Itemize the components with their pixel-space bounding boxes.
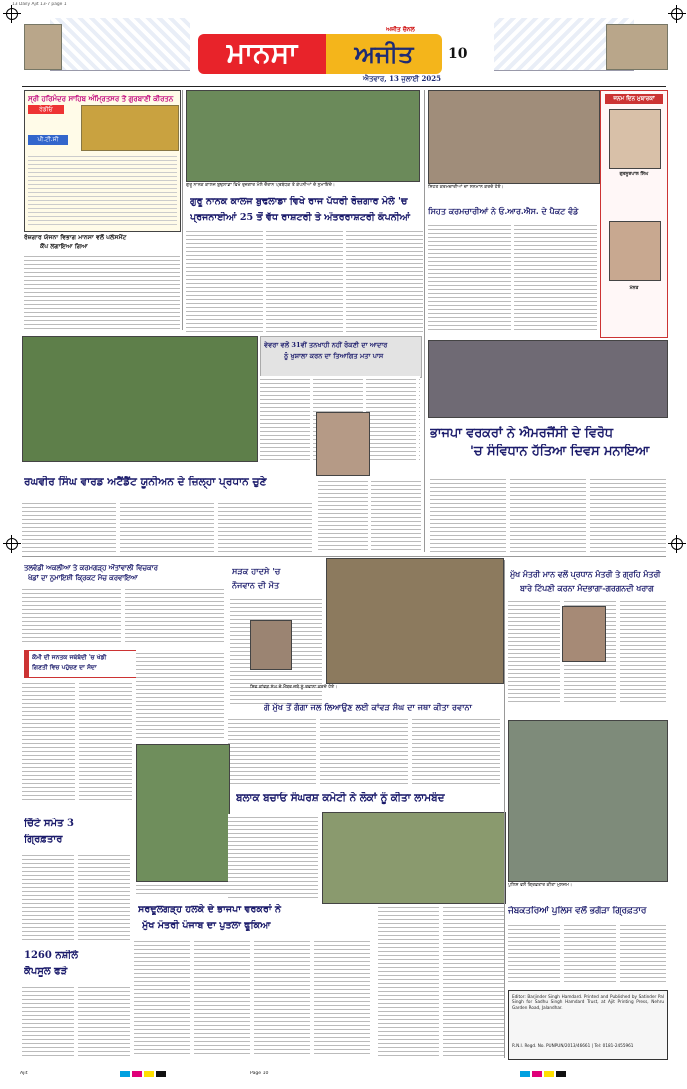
black-swatch [156, 1071, 166, 1077]
accident-headline-2: ਨੌਜਵਾਨ ਦੀ ਮੌਤ [232, 580, 280, 590]
masthead-tag: ਅਜੀਤ ਚੈਨਲ [386, 26, 415, 33]
masthead-left-box [198, 34, 326, 74]
health-body [428, 222, 598, 332]
bjp-headline-2: 'ਚ ਸੰਵਿਧਾਨ ਹੱਤਿਆ ਦਿਵਸ ਮਨਾਇਆ [470, 444, 650, 459]
golden-temple-image [81, 105, 179, 151]
portrait-photo [316, 412, 370, 476]
effigy-body [134, 938, 374, 1056]
registration-mark-icon [6, 8, 18, 20]
imprint-line-1: Editor: Barjinder Singh Hamdard. Printed and Published by Satinder Pal Singh for Sadhu Singh Hamdard Trust, at Ajit Printing Press, Nehru Garden Road, Jalandhar. [512, 994, 664, 1010]
cyan-swatch [520, 1071, 530, 1077]
kanwar-body [228, 716, 504, 786]
health-caption: ਸਿਹਤ ਕਰਮਚਾਰੀਆਂ ਦਾ ਸਨਮਾਨ ਕਰਦੇ ਹੋਏ। [428, 185, 504, 190]
ad-tag-radio: ਰੇਡੀਓ [28, 105, 64, 114]
capsules-headline-1: 1260 ਨਸ਼ੀਲੇ [24, 950, 78, 961]
farmers-body [228, 814, 318, 898]
college-headline-2: ਪ੍ਰਜਨਾਈਆਂ 25 ਤੋਂ ਵੱਧ ਰਾਸ਼ਟਰੀ ਤੇ ਅੰਤਰਰਾਸ਼ਟਰੀ ਕੰਪਨੀਆਂ [190, 212, 411, 223]
column-rule [182, 90, 183, 330]
registration-mark-icon [6, 538, 18, 550]
yellow-swatch [544, 1071, 554, 1077]
protest-photo [428, 340, 668, 418]
color-calibration-bar [20, 1068, 668, 1080]
cm-headline-1: ਮੁੱਖ ਮੰਤਰੀ ਮਾਨ ਵਲੋਂ ਪ੍ਰਧਾਨ ਮੰਤਰੀ ਤੇ ਗ੍ਰਹਿ ਮੰਤਰੀ [510, 570, 661, 579]
effigy-caption-lines [136, 882, 228, 894]
magenta-swatch [132, 1071, 142, 1077]
police-headline: ਜੇਬਕਤਰਿਆਂ ਪੁਲਿਸ ਵਲੋਂ ਭਗੌੜਾ ਗ੍ਰਿਫ਼ਤਾਰ [508, 906, 647, 916]
sports-headline-2: ਖੇਡਾਂ ਦਾ ਨੁਮਾਇਸ਼ੀ ਕ੍ਰਿਕਟ ਮੈਚ ਕਰਵਾਇਆ [28, 574, 138, 582]
masthead-left-title: ਮਾਨਸਾ [226, 36, 298, 69]
accident-headline-1: ਸੜਕ ਹਾਦਸੇ 'ਚ [232, 566, 281, 576]
magenta-swatch [532, 1071, 542, 1077]
child-photo-1 [609, 109, 661, 169]
police-caption: ਪੁਲਿਸ ਵਲੋਂ ਗ੍ਰਿਫ਼ਤਾਰ ਕੀਤਾ ਮੁਲਜ਼ਮ। [508, 883, 573, 888]
college-caption: ਗੁਰੂ ਨਾਨਕ ਕਾਲਜ ਬੁਢਲਾਡਾ ਵਿਖੇ ਰੁਜ਼ਗਾਰ ਮੇਲੇ ਦੌਰਾਨ ਪ੍ਰਬੰਧਕ ਤੇ ਕੰਪਨੀਆਂ ਦੇ ਨੁਮਾਇੰਦੇ। [186, 183, 335, 188]
cm-story-portrait [562, 606, 606, 662]
sports-body-cont [136, 650, 224, 740]
monument-image-right [606, 24, 668, 70]
arrest-body [22, 852, 130, 942]
cm-headline-2: ਬਾਰੇ ਟਿੱਪਣੀ ਕਰਨਾ ਮੰਦਭਾਗਾ-ਗਰਗਨਦੀ ਖਰਾਗ [520, 584, 654, 593]
imprint-box [508, 990, 668, 1060]
bjp-body [430, 476, 666, 552]
rally-headline-2: ਨੂੰ ਖੁਸ਼ਾਲਾ ਕਰਨ ਦਾ ਤਿਆਗਿਤ ਮਤਾ ਪਾਸ [284, 352, 384, 360]
sports-body [22, 586, 224, 644]
college-body [186, 228, 426, 332]
effigy-headline-1: ਸਰਦੂਲਗੜ੍ਹ ਹਲਕੇ ਦੇ ਭਾਜਪਾ ਵਰਕਰਾਂ ਨੇ [138, 904, 281, 915]
story-left-top-headline-1: ਰੋਜ਼ਗਾਰ ਯੋਜਨਾ ਵਿਭਾਗ ਮਾਨਸਾ ਵਲੋਂ ਪਲੇਸਮੈਂਟ [24, 234, 127, 241]
yellow-swatch [144, 1071, 154, 1077]
column-rule [424, 90, 425, 552]
ad-tag-ptc: ਪੀ.ਟੀ.ਸੀ [28, 135, 68, 145]
masthead-rule [22, 86, 666, 87]
birthday-title: ਜਨਮ ਦਿਨ ਮੁਬਾਰਕਾਂ [605, 94, 663, 104]
union-headline: ਰਘਵੀਰ ਸਿੰਘ ਵਾਰਡ ਅਟੈਂਡੈਂਟ ਯੂਨੀਅਨ ਦੇ ਜ਼ਿਲ੍ਹਾ ਪ੍ਰਧਾਨ ਚੁਣੇ [24, 476, 267, 488]
rally-body-cont [318, 478, 422, 552]
masthead-date: ਐਤਵਾਰ, 13 ਜੁਲਾਈ 2025 [363, 74, 441, 83]
ad-gurdwara-title: ਸ੍ਰੀ ਹਰਿਮੰਦਰ ਸਾਹਿਬ ਅੰਮ੍ਰਿਤਸਰ ਤੋਂ ਗੁਰਬਾਣੀ ਕੀਰਤਨ [28, 94, 174, 103]
masthead-right-box [326, 34, 442, 74]
print-slug: 13 Daily Ajit 13-7 page 1 [12, 2, 67, 7]
union-body [22, 500, 316, 554]
capsules-headline-2: ਕੈਪਸੂਲ ਫੜੇ [24, 966, 68, 977]
kanwar-headline: ਗੋ ਮੁੱਖ ਤੋਂ ਗੰਗਾ ਜਲ ਲਿਆਉਣ ਲਈ ਕਾਂਵੜ ਸੰਘ ਦਾ ਜਥਾ ਕੀਤਾ ਰਵਾਨਾ [264, 702, 472, 712]
kanwar-photo [326, 558, 504, 684]
child-name-1: ਗੁਰਨੂਰਪਾਲ ਸਿੰਘ [619, 172, 649, 177]
accident-victim-photo [250, 620, 292, 670]
column-rule [504, 560, 505, 1058]
health-headline: ਸਿਹਤ ਕਰਮਚਾਰੀਆਂ ਨੇ ਓ.ਆਰ.ਐਸ. ਦੇ ਪੈਕਟ ਵੰਡੇ [428, 206, 579, 216]
sports-headline-1: ਤਲਵੰਡੀ ਅਕਲੀਆ ਤੇ ਕਰਮਗੜ੍ਹ ਔਤਾਂਵਾਲੀ ਵਿਚਕਾਰ [24, 564, 158, 572]
capsules-body [22, 984, 130, 1056]
black-swatch [556, 1071, 566, 1077]
birthday-box [600, 90, 668, 338]
police-body [508, 922, 666, 984]
farmers-body-cont [378, 904, 504, 1056]
story-left-top-headline-2: ਕੈਂਪ ਲਗਾਇਆ ਗਿਆ [40, 243, 88, 250]
arrest-headline-2: ਗ੍ਰਿਫ਼ਤਾਰ [24, 834, 63, 845]
effigy-photo [136, 744, 230, 882]
farmers-headline: ਬਲਾਕ ਬਚਾਓ ਸੰਘਰਸ਼ ਕਮੇਟੀ ਨੇ ਲੋਕਾਂ ਨੂੰ ਕੀਤਾ ਲਾਮਬੰਦ [236, 792, 445, 804]
row-rule [22, 556, 666, 557]
monument-image-left [24, 24, 62, 70]
child-name-2: ਮੰਨਤ [629, 286, 639, 291]
imprint-line-2: R.N.I. Regd. No. PUNPUN/2013/46661 | Tel: 0181-2455961 [512, 1043, 634, 1048]
kanwar-caption: ਸ਼ਿਵ ਕਾਂਵੜ ਸੰਘ ਦੇ ਮੈਂਬਰ ਜਥੇ ਨੂੰ ਰਵਾਨਾ ਕਰਦੇ ਹੋਏ। [250, 685, 338, 690]
registration-mark-icon [671, 538, 683, 550]
health-photo [428, 90, 600, 184]
ad-gurdwara [24, 90, 181, 232]
story-left-top-body [24, 253, 180, 331]
kabaddi-line-2: ਗਿਣਤੀ ਵਿਚ ਪਹੁੰਚਣ ਦਾ ਸੱਦਾ [32, 664, 97, 671]
police-photo [508, 720, 668, 882]
kabaddi-body [22, 680, 132, 800]
farmers-photo [322, 812, 506, 904]
masthead-left-ornament [50, 18, 190, 71]
effigy-headline-2: ਮੁੱਖ ਮੰਤਰੀ ਪੰਜਾਬ ਦਾ ਪੁਤਲਾ ਫੂਕਿਆ [142, 920, 271, 931]
bjp-headline-1: ਭਾਜਪਾ ਵਰਕਰਾਂ ਨੇ ਐਮਰਜੈਂਸੀ ਦੇ ਵਿਰੋਧ [430, 426, 613, 441]
college-event-photo [186, 90, 420, 182]
kabaddi-line-1: ਕੌਮੀ ਦੀ ਜਨਤਕ ਜਥੇਬੰਦੀ 'ਚ ਖੇਡੀ [32, 654, 107, 661]
kabaddi-box [24, 650, 142, 678]
child-photo-2 [609, 221, 661, 281]
arrest-headline-1: ਚਿੱਟੇ ਸਮੇਤ 3 [24, 818, 74, 829]
footer-right: Page 10 [250, 1071, 269, 1076]
cyan-swatch [120, 1071, 130, 1077]
page-number: 10 [448, 46, 468, 62]
registration-mark-icon [671, 8, 683, 20]
college-headline-1: ਗੁਰੂ ਨਾਨਕ ਕਾਲਜ ਬੁਢਲਾਡਾ ਵਿਖੇ ਰਾਜ ਪੱਧਰੀ ਰੋਜ਼ਗਾਰ ਮੇਲੇ 'ਚ [190, 196, 408, 207]
ad-gurdwara-text [28, 153, 177, 227]
group-photo-left [22, 336, 258, 462]
masthead-right-title: ਅਜੀਤ [354, 40, 414, 68]
rally-headline-1: ਵੇਵਰਾ ਵਲੋਂ 31ਵੀਂ ਤਨਖਾਹੀ ਨਹੀਂ ਰੋਕਣੀ ਦਾ ਆਦਾਰ [264, 341, 388, 349]
footer-left: Ajit [20, 1071, 28, 1076]
